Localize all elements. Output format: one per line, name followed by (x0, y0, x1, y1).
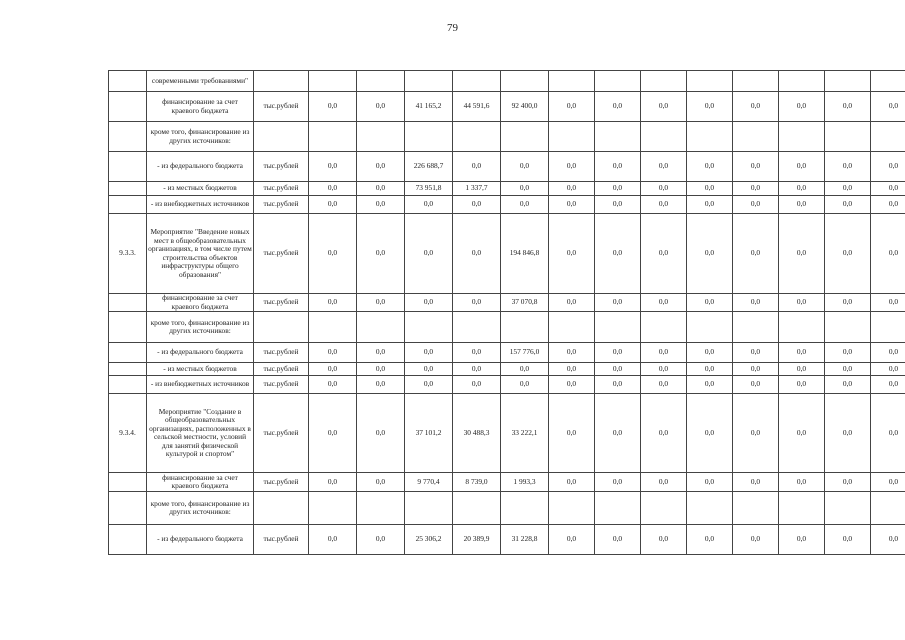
item-name-cell: кроме того, финансирование из других источников: (147, 122, 254, 152)
value-cell (733, 71, 779, 92)
value-cell (641, 492, 687, 525)
value-cell: 0,0 (357, 182, 405, 196)
item-name-cell: - из местных бюджетов (147, 182, 254, 196)
value-cell: 0,0 (309, 473, 357, 492)
value-cell: 0,0 (871, 152, 905, 182)
value-cell: 0,0 (871, 525, 905, 555)
value-cell: 0,0 (405, 376, 453, 394)
value-cell (549, 71, 595, 92)
value-cell: 0,0 (779, 294, 825, 312)
value-cell: 20 389,9 (453, 525, 501, 555)
item-number-cell: 9.3.3. (109, 214, 147, 294)
value-cell: 0,0 (825, 473, 871, 492)
unit-cell: тыс.рублей (254, 182, 309, 196)
value-cell: 41 165,2 (405, 92, 453, 122)
value-cell: 0,0 (309, 376, 357, 394)
value-cell: 0,0 (825, 343, 871, 363)
value-cell: 1 337,7 (453, 182, 501, 196)
value-cell: 0,0 (687, 376, 733, 394)
value-cell: 0,0 (357, 376, 405, 394)
value-cell (825, 71, 871, 92)
value-cell: 0,0 (549, 343, 595, 363)
value-cell: 0,0 (641, 363, 687, 376)
value-cell (595, 71, 641, 92)
value-cell: 0,0 (453, 196, 501, 214)
value-cell: 44 591,6 (453, 92, 501, 122)
value-cell: 0,0 (309, 92, 357, 122)
unit-cell: тыс.рублей (254, 363, 309, 376)
value-cell: 0,0 (453, 376, 501, 394)
value-cell (687, 122, 733, 152)
value-cell: 0,0 (357, 92, 405, 122)
value-cell: 0,0 (871, 214, 905, 294)
value-cell: 0,0 (309, 343, 357, 363)
table-row (109, 394, 905, 473)
value-cell: 0,0 (825, 214, 871, 294)
value-cell: 0,0 (779, 363, 825, 376)
value-cell: 0,0 (641, 343, 687, 363)
table-row (109, 312, 905, 343)
value-cell: 0,0 (871, 196, 905, 214)
value-cell: 0,0 (549, 182, 595, 196)
item-name-cell: финансирование за счет краевого бюджета (147, 473, 254, 492)
value-cell: 0,0 (405, 343, 453, 363)
value-cell: 0,0 (641, 376, 687, 394)
value-cell: 0,0 (871, 473, 905, 492)
value-cell (501, 122, 549, 152)
value-cell (871, 312, 905, 343)
table-row (109, 196, 905, 214)
value-cell: 0,0 (641, 473, 687, 492)
value-cell: 0,0 (641, 214, 687, 294)
value-cell: 0,0 (549, 152, 595, 182)
table-row (109, 492, 905, 525)
value-cell: 0,0 (453, 343, 501, 363)
unit-cell: тыс.рублей (254, 394, 309, 473)
table-row (109, 214, 905, 294)
value-cell (779, 312, 825, 343)
value-cell: 0,0 (501, 196, 549, 214)
value-cell: 0,0 (357, 152, 405, 182)
item-name-cell: - из местных бюджетов (147, 363, 254, 376)
value-cell: 0,0 (405, 196, 453, 214)
item-number-cell (109, 525, 147, 555)
value-cell: 0,0 (825, 92, 871, 122)
value-cell: 0,0 (595, 196, 641, 214)
value-cell: 0,0 (687, 473, 733, 492)
value-cell (405, 312, 453, 343)
item-number-cell (109, 71, 147, 92)
item-number-cell (109, 196, 147, 214)
value-cell: 0,0 (595, 376, 641, 394)
value-cell (595, 312, 641, 343)
value-cell (501, 71, 549, 92)
value-cell: 0,0 (687, 294, 733, 312)
value-cell: 0,0 (779, 343, 825, 363)
item-name-cell: кроме того, финансирование из других источников: (147, 312, 254, 343)
value-cell: 0,0 (687, 152, 733, 182)
unit-cell (254, 492, 309, 525)
value-cell (501, 312, 549, 343)
value-cell (549, 312, 595, 343)
value-cell (871, 492, 905, 525)
value-cell: 0,0 (357, 473, 405, 492)
value-cell: 0,0 (779, 152, 825, 182)
value-cell: 0,0 (549, 294, 595, 312)
value-cell (549, 122, 595, 152)
value-cell: 0,0 (641, 92, 687, 122)
value-cell: 0,0 (595, 214, 641, 294)
value-cell: 0,0 (641, 152, 687, 182)
value-cell (453, 122, 501, 152)
value-cell: 0,0 (309, 182, 357, 196)
value-cell: 0,0 (309, 394, 357, 473)
value-cell: 0,0 (687, 343, 733, 363)
unit-cell (254, 312, 309, 343)
value-cell: 0,0 (641, 525, 687, 555)
value-cell: 0,0 (405, 363, 453, 376)
value-cell (357, 312, 405, 343)
unit-cell: тыс.рублей (254, 92, 309, 122)
value-cell (309, 71, 357, 92)
value-cell (825, 312, 871, 343)
item-number-cell (109, 343, 147, 363)
value-cell: 0,0 (825, 363, 871, 376)
value-cell (453, 71, 501, 92)
value-cell: 226 688,7 (405, 152, 453, 182)
value-cell: 0,0 (453, 152, 501, 182)
value-cell (309, 312, 357, 343)
value-cell: 0,0 (733, 92, 779, 122)
value-cell: 9 770,4 (405, 473, 453, 492)
value-cell (357, 122, 405, 152)
budget-table (108, 70, 905, 555)
value-cell (595, 492, 641, 525)
value-cell (641, 312, 687, 343)
value-cell: 0,0 (501, 376, 549, 394)
value-cell: 0,0 (595, 473, 641, 492)
budget-table-body (109, 71, 905, 555)
value-cell: 0,0 (687, 525, 733, 555)
value-cell: 0,0 (733, 152, 779, 182)
value-cell: 0,0 (779, 92, 825, 122)
value-cell: 0,0 (549, 376, 595, 394)
page-number: 79 (447, 22, 458, 34)
item-name-cell: Мероприятие "Введение новых мест в общеобразовательных организациях, в том числе путем строительства объектов инфраструктуры общего образования" (147, 214, 254, 294)
value-cell (687, 492, 733, 525)
item-number-cell (109, 363, 147, 376)
value-cell: 0,0 (595, 343, 641, 363)
value-cell: 0,0 (779, 182, 825, 196)
unit-cell: тыс.рублей (254, 525, 309, 555)
value-cell: 0,0 (871, 343, 905, 363)
item-name-cell: кроме того, финансирование из других источников: (147, 492, 254, 525)
item-name-cell: - из федерального бюджета (147, 525, 254, 555)
value-cell: 0,0 (357, 196, 405, 214)
value-cell: 73 951,8 (405, 182, 453, 196)
value-cell: 0,0 (779, 196, 825, 214)
value-cell: 0,0 (595, 294, 641, 312)
item-name-cell: - из федерального бюджета (147, 152, 254, 182)
value-cell: 0,0 (871, 182, 905, 196)
value-cell: 0,0 (733, 363, 779, 376)
value-cell (687, 312, 733, 343)
value-cell: 0,0 (357, 343, 405, 363)
unit-cell: тыс.рублей (254, 196, 309, 214)
item-number-cell (109, 473, 147, 492)
value-cell: 0,0 (501, 363, 549, 376)
value-cell (641, 71, 687, 92)
value-cell: 0,0 (549, 525, 595, 555)
value-cell (687, 71, 733, 92)
value-cell: 0,0 (641, 182, 687, 196)
value-cell: 0,0 (595, 182, 641, 196)
unit-cell (254, 122, 309, 152)
value-cell: 92 400,0 (501, 92, 549, 122)
item-name-cell: Мероприятие "Создание в общеобразовательных организациях, расположенных в сельской местности, условий для занятий физической культурой и спортом" (147, 394, 254, 473)
value-cell: 0,0 (595, 525, 641, 555)
value-cell: 0,0 (779, 525, 825, 555)
unit-cell: тыс.рублей (254, 376, 309, 394)
value-cell: 0,0 (733, 182, 779, 196)
value-cell: 0,0 (733, 376, 779, 394)
value-cell: 25 306,2 (405, 525, 453, 555)
item-number-cell (109, 312, 147, 343)
value-cell: 0,0 (825, 376, 871, 394)
value-cell: 194 846,8 (501, 214, 549, 294)
value-cell: 0,0 (779, 394, 825, 473)
value-cell: 0,0 (453, 214, 501, 294)
value-cell: 0,0 (733, 394, 779, 473)
value-cell: 0,0 (825, 196, 871, 214)
value-cell: 0,0 (733, 525, 779, 555)
item-number-cell (109, 182, 147, 196)
value-cell: 0,0 (779, 214, 825, 294)
item-name-cell: - из федерального бюджета (147, 343, 254, 363)
unit-cell: тыс.рублей (254, 214, 309, 294)
value-cell: 0,0 (825, 525, 871, 555)
value-cell (501, 492, 549, 525)
value-cell: 0,0 (825, 294, 871, 312)
value-cell: 0,0 (501, 152, 549, 182)
value-cell: 0,0 (687, 92, 733, 122)
value-cell: 0,0 (825, 152, 871, 182)
value-cell: 33 222,1 (501, 394, 549, 473)
value-cell: 0,0 (595, 394, 641, 473)
value-cell (825, 122, 871, 152)
unit-cell: тыс.рублей (254, 152, 309, 182)
value-cell: 0,0 (309, 214, 357, 294)
table-row (109, 363, 905, 376)
table-row (109, 525, 905, 555)
value-cell (779, 492, 825, 525)
value-cell: 0,0 (687, 214, 733, 294)
item-number-cell (109, 152, 147, 182)
value-cell: 0,0 (309, 196, 357, 214)
unit-cell: тыс.рублей (254, 473, 309, 492)
value-cell: 0,0 (453, 363, 501, 376)
value-cell (871, 122, 905, 152)
value-cell: 0,0 (687, 182, 733, 196)
item-number-cell: 9.3.4. (109, 394, 147, 473)
value-cell (779, 122, 825, 152)
value-cell (405, 71, 453, 92)
value-cell (309, 492, 357, 525)
value-cell: 37 101,2 (405, 394, 453, 473)
value-cell (549, 492, 595, 525)
value-cell: 0,0 (549, 92, 595, 122)
value-cell: 0,0 (687, 394, 733, 473)
value-cell: 157 776,0 (501, 343, 549, 363)
value-cell: 0,0 (825, 394, 871, 473)
value-cell: 30 488,3 (453, 394, 501, 473)
value-cell: 0,0 (871, 376, 905, 394)
value-cell: 0,0 (595, 363, 641, 376)
value-cell: 0,0 (779, 473, 825, 492)
item-name-cell: - из внебюджетных источников (147, 196, 254, 214)
value-cell: 0,0 (779, 376, 825, 394)
value-cell: 0,0 (687, 363, 733, 376)
value-cell: 0,0 (871, 92, 905, 122)
item-number-cell (109, 376, 147, 394)
value-cell: 0,0 (309, 363, 357, 376)
item-number-cell (109, 294, 147, 312)
value-cell: 0,0 (357, 525, 405, 555)
value-cell (309, 122, 357, 152)
value-cell: 0,0 (357, 294, 405, 312)
value-cell: 0,0 (549, 473, 595, 492)
value-cell: 8 739,0 (453, 473, 501, 492)
value-cell (733, 312, 779, 343)
unit-cell (254, 71, 309, 92)
value-cell: 0,0 (871, 394, 905, 473)
table-row (109, 376, 905, 394)
value-cell: 0,0 (309, 525, 357, 555)
value-cell: 0,0 (825, 182, 871, 196)
value-cell: 0,0 (595, 152, 641, 182)
value-cell: 0,0 (501, 182, 549, 196)
value-cell (733, 492, 779, 525)
value-cell: 0,0 (641, 294, 687, 312)
value-cell: 0,0 (549, 363, 595, 376)
value-cell: 0,0 (309, 152, 357, 182)
value-cell (595, 122, 641, 152)
value-cell: 0,0 (549, 196, 595, 214)
table-row (109, 92, 905, 122)
value-cell: 0,0 (733, 196, 779, 214)
table-row (109, 71, 905, 92)
table-row (109, 182, 905, 196)
unit-cell: тыс.рублей (254, 343, 309, 363)
value-cell: 0,0 (641, 394, 687, 473)
value-cell: 0,0 (733, 214, 779, 294)
value-cell (825, 492, 871, 525)
value-cell: 0,0 (641, 196, 687, 214)
value-cell (779, 71, 825, 92)
value-cell: 0,0 (549, 214, 595, 294)
table-row (109, 152, 905, 182)
item-name-cell: финансирование за счет краевого бюджета (147, 92, 254, 122)
value-cell: 0,0 (405, 294, 453, 312)
table-row (109, 122, 905, 152)
value-cell: 0,0 (357, 363, 405, 376)
value-cell: 0,0 (309, 294, 357, 312)
value-cell (453, 312, 501, 343)
value-cell: 0,0 (595, 92, 641, 122)
value-cell (453, 492, 501, 525)
value-cell (641, 122, 687, 152)
table-row (109, 294, 905, 312)
value-cell (871, 71, 905, 92)
value-cell (405, 492, 453, 525)
value-cell: 37 070,8 (501, 294, 549, 312)
value-cell: 0,0 (357, 394, 405, 473)
value-cell: 0,0 (733, 294, 779, 312)
item-name-cell: - из внебюджетных источников (147, 376, 254, 394)
value-cell: 0,0 (733, 473, 779, 492)
value-cell (405, 122, 453, 152)
value-cell: 0,0 (871, 294, 905, 312)
value-cell: 31 228,8 (501, 525, 549, 555)
value-cell: 0,0 (357, 214, 405, 294)
value-cell: 1 993,3 (501, 473, 549, 492)
value-cell (357, 71, 405, 92)
value-cell: 0,0 (687, 196, 733, 214)
item-number-cell (109, 122, 147, 152)
unit-cell: тыс.рублей (254, 294, 309, 312)
item-name-cell: современными требованиями" (147, 71, 254, 92)
value-cell: 0,0 (733, 343, 779, 363)
item-name-cell: финансирование за счет краевого бюджета (147, 294, 254, 312)
value-cell: 0,0 (871, 363, 905, 376)
table-row (109, 343, 905, 363)
value-cell (733, 122, 779, 152)
value-cell: 0,0 (549, 394, 595, 473)
item-number-cell (109, 92, 147, 122)
value-cell: 0,0 (453, 294, 501, 312)
item-number-cell (109, 492, 147, 525)
value-cell: 0,0 (405, 214, 453, 294)
table-row (109, 473, 905, 492)
value-cell (357, 492, 405, 525)
